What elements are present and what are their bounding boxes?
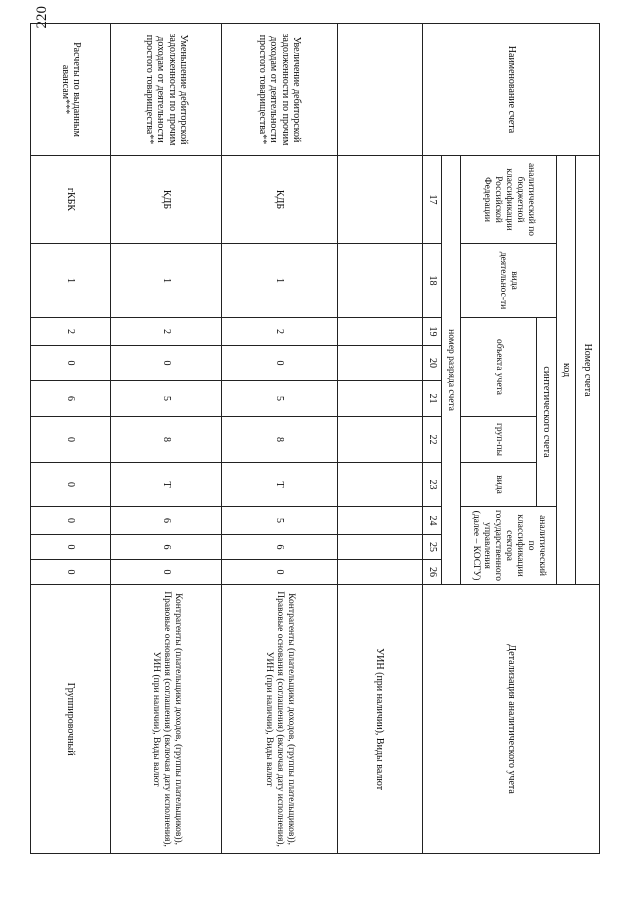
cell: 5 bbox=[222, 507, 338, 535]
header-activity-type: вида деятельнос-ти bbox=[460, 244, 556, 318]
cell: 6 bbox=[111, 507, 222, 535]
cell: 0 bbox=[31, 346, 111, 381]
table-row bbox=[111, 24, 222, 854]
row-name: Расчеты по выданным авансам*** bbox=[31, 24, 111, 156]
page-number: 220 bbox=[34, 6, 50, 29]
cell bbox=[337, 463, 422, 507]
accounts-table bbox=[30, 23, 600, 854]
cell bbox=[337, 156, 422, 244]
row-name: Уменьшение дебиторской задолженности по прочим доходам от деятельности простого товарищества** bbox=[111, 24, 222, 156]
header-accounting-object: объекта учета bbox=[460, 318, 536, 417]
cell: 1 bbox=[111, 244, 222, 318]
cell: 2 bbox=[222, 318, 338, 346]
digit-18: 18 bbox=[422, 244, 441, 318]
digit-23: 23 bbox=[422, 463, 441, 507]
digit-25: 25 bbox=[422, 535, 441, 560]
cell: 8 bbox=[111, 417, 222, 463]
cell: 0 bbox=[111, 346, 222, 381]
cell: гКБК bbox=[31, 156, 111, 244]
table-row bbox=[337, 24, 422, 854]
header-kind: вида bbox=[460, 463, 536, 507]
row-name bbox=[337, 24, 422, 156]
cell: 0 bbox=[31, 463, 111, 507]
cell: 0 bbox=[31, 507, 111, 535]
cell: КДБ bbox=[111, 156, 222, 244]
header-account-name: Наименование счета bbox=[422, 24, 599, 156]
row-detail: Группировочный bbox=[31, 585, 111, 854]
cell: 5 bbox=[111, 381, 222, 417]
cell bbox=[337, 560, 422, 585]
cell: Т bbox=[222, 463, 338, 507]
accounts-table-rotated bbox=[30, 23, 600, 853]
table-row bbox=[31, 24, 111, 854]
cell: 0 bbox=[222, 560, 338, 585]
header-digit-number: номер разряда счета bbox=[442, 156, 461, 585]
cell: 0 bbox=[111, 560, 222, 585]
digit-22: 22 bbox=[422, 417, 441, 463]
digit-19: 19 bbox=[422, 318, 441, 346]
cell: 1 bbox=[31, 244, 111, 318]
header-code: код bbox=[556, 156, 575, 585]
cell: 2 bbox=[31, 318, 111, 346]
header-account-number: Номер счета bbox=[576, 156, 600, 585]
cell: 6 bbox=[111, 535, 222, 560]
cell bbox=[337, 417, 422, 463]
cell bbox=[337, 507, 422, 535]
cell: 6 bbox=[31, 381, 111, 417]
cell bbox=[337, 346, 422, 381]
header-kosgu: аналитический по классификации сектора государственного управления (далее – КОСГУ) bbox=[460, 507, 556, 585]
digit-24: 24 bbox=[422, 507, 441, 535]
cell: Т bbox=[111, 463, 222, 507]
header-detail: Детализация аналитического учета bbox=[422, 585, 599, 854]
row-detail: Контрагенты (плательщики доходов, (группы плательщиков)), Правовые основания (соглашения) (включая дату исполнения), УИН (при наличии), Виды валют bbox=[111, 585, 222, 854]
header-group: груп-пы bbox=[460, 417, 536, 463]
cell: 2 bbox=[111, 318, 222, 346]
cell: 5 bbox=[222, 381, 338, 417]
cell: 6 bbox=[222, 535, 338, 560]
cell: КДБ bbox=[222, 156, 338, 244]
row-detail: УИН (при наличии), Виды валют bbox=[337, 585, 422, 854]
table-row bbox=[222, 24, 338, 854]
digit-20: 20 bbox=[422, 346, 441, 381]
row-name: Увеличение дебиторской задолженности по прочим доходам от деятельности простого товарищества** bbox=[222, 24, 338, 156]
digit-17: 17 bbox=[422, 156, 441, 244]
cell: 0 bbox=[31, 535, 111, 560]
cell: 0 bbox=[222, 346, 338, 381]
cell: 8 bbox=[222, 417, 338, 463]
row-detail: Контрагенты (плательщики доходов, (группы плательщиков)), Правовые основания (соглашения) (включая дату исполнения), УИН (при наличии), Виды валют bbox=[222, 585, 338, 854]
header-analytic-budget: аналитический по бюджетной классификации Российской Федерации bbox=[460, 156, 556, 244]
cell bbox=[337, 318, 422, 346]
cell: 0 bbox=[31, 560, 111, 585]
cell bbox=[337, 381, 422, 417]
digit-26: 26 bbox=[422, 560, 441, 585]
cell: 1 bbox=[222, 244, 338, 318]
digit-21: 21 bbox=[422, 381, 441, 417]
cell: 0 bbox=[31, 417, 111, 463]
cell bbox=[337, 535, 422, 560]
header-synthetic: синтетического счета bbox=[536, 318, 556, 507]
cell bbox=[337, 244, 422, 318]
